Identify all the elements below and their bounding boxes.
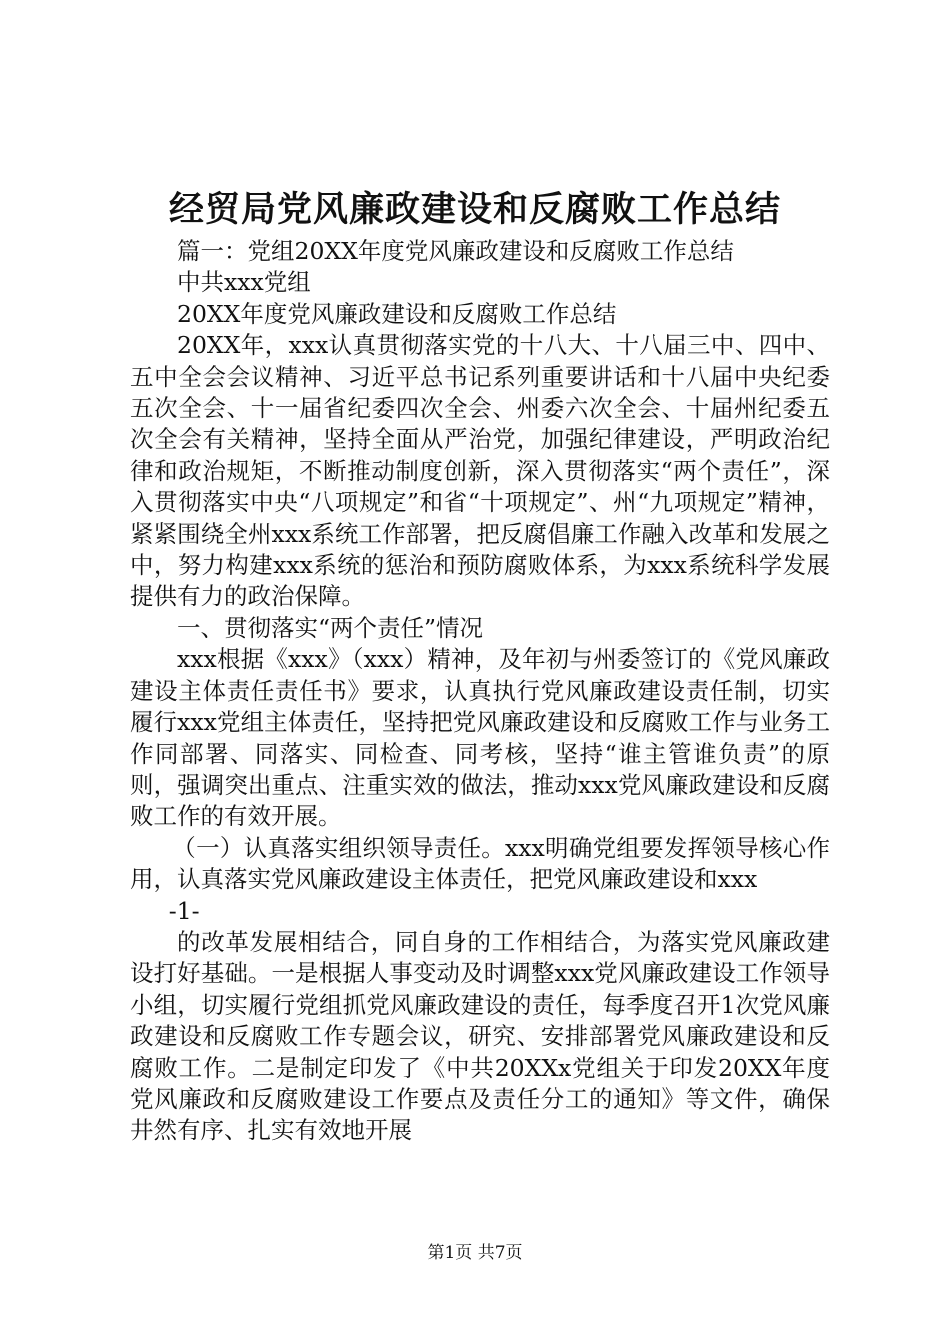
report-heading: 20XX年度党风廉政建设和反腐败工作总结 — [177, 299, 617, 328]
subtitle-article-one: 篇一：党组20XX年度党风廉政建设和反腐败工作总结 — [177, 237, 734, 265]
page-footer: 第1页 共7页 — [427, 1243, 523, 1263]
continuation-paragraph: 的改革发展相结合，同自身的工作相结合，为落实党风廉政建设打好基础。一是根据人事变动及时调整xxx党风廉政建设工作领导小组，切实履行党组抓党风廉政建设的责任，每季度召开1次党风廉政建设和反腐败工作专题会议，研究、安排部署党风廉政建设和反腐败工作。二是制定印发了《中共20XXx党组关于印发20XX年度党风廉政和反腐败建设工作要点及责任分工的通知》等文件，确保井然有序、扎实有效地开展 — [130, 927, 830, 1145]
document-body — [130, 236, 830, 1147]
section-one-paragraph: xxx根据《xxx》（xxx）精神，及年初与州委签订的《党风廉政建设主体责任责任书》要求，认真执行党风廉政建设责任制，切实履行xxx党组主体责任，坚持把党风廉政建设和反腐败工作与业务工作同部署、同落实、同检查、同考核，坚持“谁主管谁负责”的原则，强调突出重点、注重实效的做法，推动xxx党风廉政建设和反腐败工作的有效开展。 — [130, 645, 830, 831]
inline-page-number: -1- — [168, 896, 200, 925]
subsection-one-paragraph: （一）认真落实组织领导责任。xxx明确党组要发挥领导核心作用，认真落实党风廉政建设主体责任，把党风廉政建设和xxx — [130, 833, 830, 894]
org-name: 中共xxx党组 — [177, 268, 311, 297]
page-title: 经贸局党风廉政建设和反腐败工作总结 — [168, 189, 781, 230]
intro-paragraph: 20XX年，xxx认真贯彻落实党的十八大、十八届三中、四中、五中全会会议精神、习近平总书记系列重要讲话和十八届中央纪委五次全会、十一届省纪委四次全会、州委六次全会、十届州纪委五次全会有关精神，坚持全面从严治党，加强纪律建设，严明政治纪律和政治规矩，不断推动制度创新，深入贯彻落实“两个责任”，深入贯彻落实中央“八项规定”和省“十项规定”、州“九项规定”精神，紧紧围绕全州xxx系统工作部署，把反腐倡廉工作融入改革和发展之中，努力构建xxx系统的惩治和预防腐败体系，为xxx系统科学发展提供有力的政治保障。 — [130, 331, 830, 611]
section-heading-one: 一、贯彻落实“两个责任”情况 — [177, 613, 484, 642]
